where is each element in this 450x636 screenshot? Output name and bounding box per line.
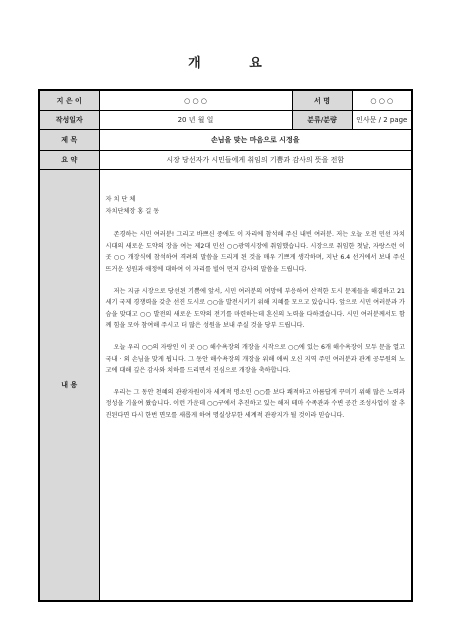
summary-value: 시장 당선자가 시민들에게 취임의 기쁨과 감사의 뜻을 전함: [99, 151, 412, 170]
subject-label: 제 목: [39, 130, 99, 151]
subject-value: 손님을 맞는 마음으로 시정을: [99, 130, 412, 151]
form-row-author: [39, 90, 412, 111]
author-value: ○ ○ ○: [99, 90, 292, 111]
paragraph-1: 존경하는 시민 여러분! 그리고 바쁘신 중에도 이 자리에 참석해 주신 내빈 여러분. 저는 오늘 오전 민선 자치시대의 새로운 도약의 장을 여는 제2대 민선 ○○광역시장에 취임했습니다. 시장으로 취임한 첫날, 자랑스런 이 곳 ○○ 개장식에 참석하여 격려의 말씀을 드리게 된 것을 매우 기쁘게 생각하며, 지난 6.4 선거에서 보내 주신 뜨거운 성원과 애정에 대하여 이 자리를 빌어 먼저 감사의 말씀을 드립니다.: [105, 231, 405, 273]
signature-label: 서 명: [292, 90, 352, 111]
form-row-summary: [39, 151, 412, 170]
paragraph-3: 오늘 우리 ○○의 자랑인 이 곳 ○○ 해수욕장의 개장을 시작으로 ○○에 있는 6개 해수욕장이 모두 문을 열고 국내 · 외 손님을 맞게 됩니다. 그 동안 해수욕장의 개장을 위해 애써 오신 지역 주민 여러분과 관계 공무원의 노고에 대해 깊은 감사와 치하를 드리면서 진심으로 개장을 축하합니다.: [105, 343, 405, 375]
speech-text: [106, 194, 406, 422]
address-line-2: 자치단체장 홍 길 동: [105, 207, 160, 215]
category-label: 분류/분량: [292, 111, 352, 130]
paragraph-4: 우리는 그 동안 천혜의 관광자원이자 세계적 명소인 ○○를 보다 쾌적하고 아름답게 꾸미기 위해 많은 노력과 정성을 기울여 왔습니다. 이런 가운데 ○○구에서 추진하고 있는 해저 테마 수족관과 수변 공간 조성사업이 잘 추진된다면 다시 한번 면모를 새롭게 하여 명실상부한 세계적 관광지가 될 것이라 믿습니다.: [105, 388, 405, 419]
signature-value: ○ ○ ○: [352, 90, 412, 111]
form-row-content: [39, 170, 412, 602]
date-value: 20 년 월 일: [99, 111, 292, 130]
speech-address: [106, 194, 406, 217]
summary-label: 요 약: [39, 151, 99, 170]
paragraph-2: 저는 지금 시장으로 당선된 기쁨에 앞서, 시민 여러분의 여망에 부응하여 산적한 도시 문제들을 해결하고 21세기 국제 경쟁력을 갖춘 선진 도시로 ○○을 발전시키기 위해 지혜를 모으고 있습니다. 앞으로 시민 여러분과 가슴을 맞대고 ○○ 발전의 새로운 도약의 전기를 마련하는데 혼신의 노력을 다하겠습니다. 시민 여러분께서도 함께 힘을 모아 참여해 주시고 더 많은 성원을 보내 주실 것을 당부 드립니다.: [105, 287, 405, 330]
content-label: 내 용: [39, 170, 99, 602]
summary-form-table: [38, 89, 413, 602]
page-title: 개 요: [188, 56, 284, 71]
form-row-date: [39, 111, 412, 130]
content-body: [99, 170, 412, 602]
author-label: 지 은 이: [39, 90, 99, 111]
date-label: 작성일자: [39, 111, 99, 130]
form-row-subject: [39, 130, 412, 151]
category-value: 인사문 / 2 page: [352, 111, 412, 130]
address-line-1: 자 치 단 체: [105, 196, 136, 203]
